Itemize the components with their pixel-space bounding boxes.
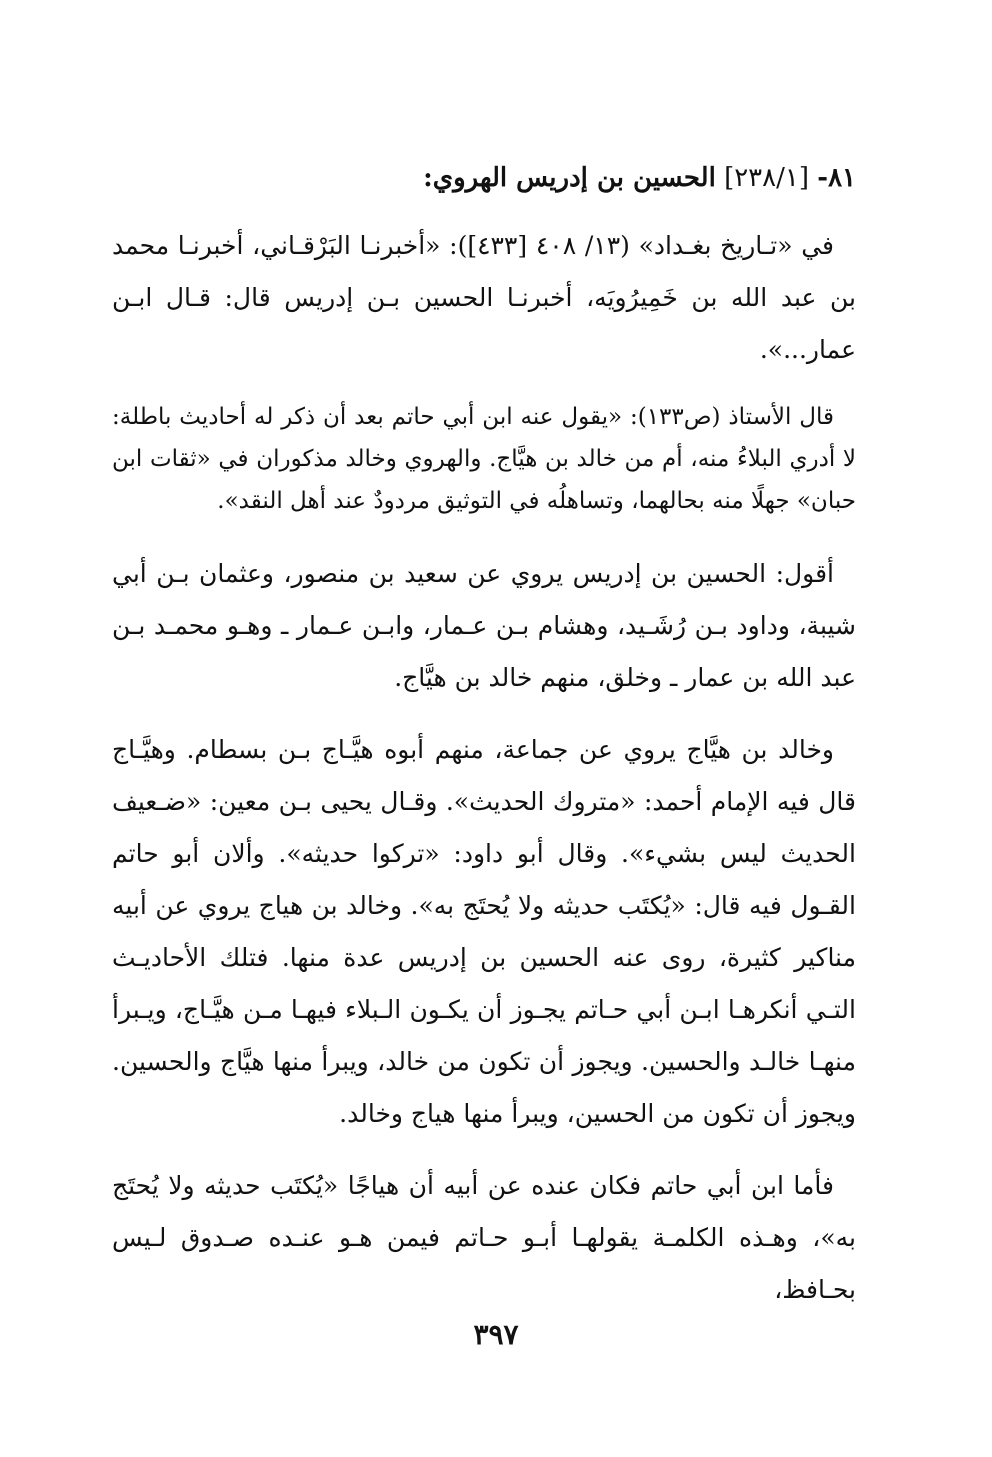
page-number: ٣٩٧ [473, 1318, 519, 1351]
page-body [112, 158, 856, 1336]
paragraph-ibn-abi-hatim: فأما ابن أبي حاتم فكان عنده عن أبيه أن هياجًا «يُكتَب حديثه ولا يُحتَج به»، وهـذه الكلمـة يقولهـا أبـو حـاتم فيمن هـو عنـده صـدوق لـيس بحـافظ، [112, 1171, 856, 1304]
entry-number: ٨١- [817, 163, 856, 193]
entry-heading [112, 158, 856, 198]
paragraph-reply: أقول: الحسين بن إدريس يروي عن سعيد بن منصور، وعثمان بـن أبي شيبة، وداود بـن رُشَـيد، وهشام بـن عـمار، وابـن عـمار ـ وهـو محمـد بـن عبد الله بن عمار ـ وخلق، منهم خالد بن هيَّاج. [112, 559, 856, 692]
entry-title: الحسين بن إدريس الهروي: [423, 163, 716, 193]
paragraph-quoted-objection: قال الأستاذ (ص١٣٣): «يقول عنه ابن أبي حاتم بعد أن ذكر له أحاديث باطلة: لا أدري البلاءُ منه، أم من خالد بن هيَّاج. والهروي وخالد مذكوران في «ثقات ابن حبان» جهلًا منه بحالهما، وتساهلُه في التوثيق مردودٌ عند أهل النقد». [112, 404, 856, 514]
paragraph-source-citation: في «تـاريخ بغـداد» (١٣/ ٤٠٨ [٤٣٣]): «أخبرنـا البَرْقـاني، أخبرنـا محمد بن عبد الله بن خَمِيرُويَه، أخبرنـا الحسين بـن إدريس قال: قـال ابـن عمار...». [112, 231, 856, 364]
entry-reference: [٢٣٨/١] [724, 163, 809, 193]
paragraph-khalid-hayyaj: وخالد بن هيَّاج يروي عن جماعة، منهم أبوه هيَّـاج بـن بسطام. وهيَّـاج قال فيه الإمام أحمد: «متروك الحديث». وقـال يحيى بـن معين: «ضـعيف الحديث ليس بشيء». وقال أبو داود: «تركوا حديثه». وألان أبو حاتم القـول فيه قال: «يُكتَب حديثه ولا يُحتَج به». وخالد بن هياج يروي عن أبيه مناكير كثيرة، روى عنه الحسين بن إدريس عدة منها. فتلك الأحاديـث التـي أنكرهـا ابـن أبي حـاتم يجـوز أن يكـون الـبلاء فيهـا مـن هيَّـاج، ويـبرأ منهـا خالـد والحسين. ويجوز أن تكون من خالد، ويبرأ منها هيَّاج والحسين. ويجوز أن تكون من الحسين، ويبرأ منها هياج وخالد. [112, 735, 856, 1128]
